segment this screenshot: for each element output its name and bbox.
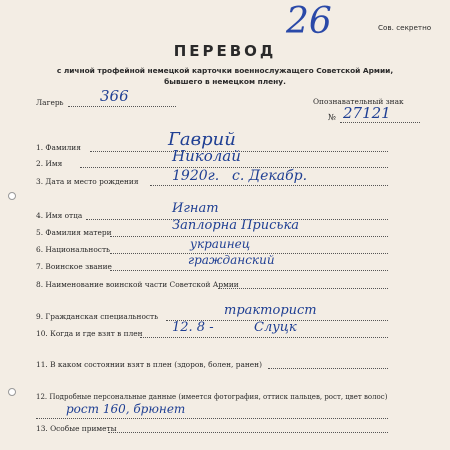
punch-hole-top	[8, 192, 16, 200]
field-9-value: тракторист	[224, 303, 317, 318]
field-2-value: Николай	[172, 147, 241, 165]
field-9-label: 9. Гражданская специальность	[36, 312, 159, 321]
sheet-number: 26	[286, 1, 332, 42]
field-12-label: 12. Подробные персональные данные (имеется фотография, оттиск пальцев, рост, цвет волос)	[36, 393, 388, 401]
document-subtitle-line2: бывшего в немецком плену.	[164, 77, 286, 86]
field-13-label: 13. Особые приметы	[36, 424, 117, 433]
secrecy-stamp: Сов. секретно	[378, 23, 432, 32]
document-subtitle-line1: с личной трофейной немецкой карточки военнослужащего Советской Армии,	[56, 66, 394, 75]
field-11-label: 11. В каком состоянии взят в плен (здоров, болен, ранен)	[36, 360, 262, 369]
field-1-value: Гаврий	[168, 129, 236, 150]
field-1-label: 1. Фамилия	[36, 143, 81, 152]
field-3-year: 1920г.	[172, 168, 220, 184]
id-badge-value: 27121	[343, 104, 391, 122]
punch-hole-bottom	[8, 388, 16, 396]
field-10-label: 10. Когда и где взят в плен	[36, 329, 143, 338]
id-badge-label: Опознавательный знак	[313, 97, 404, 106]
field-3-label: 3. Дата и место рождения	[36, 177, 139, 186]
field-4-value: Игнат	[172, 201, 219, 216]
document-title: ПЕРЕВОД	[173, 42, 277, 60]
field-3-place: с. Декабр.	[232, 168, 308, 184]
field-8-label: 8. Наименование воинской части Советской Армии	[36, 280, 239, 289]
field-12-value: рост 160, брюнет	[66, 402, 186, 416]
field-2-label: 2. Имя	[36, 159, 63, 168]
field-4-label: 4. Имя отца	[36, 211, 83, 220]
field-5-label: 5. Фамилия матери	[36, 228, 112, 237]
field-6-value: украинец	[190, 237, 251, 251]
field-10-place: Слуцк	[254, 320, 297, 335]
field-7-value: гражданский	[188, 253, 275, 267]
field-5-value: Заплорна Приська	[172, 218, 299, 233]
camp-value: 366	[100, 87, 129, 105]
id-badge-number-prefix: №	[328, 113, 337, 123]
camp-label: Лагерь	[36, 98, 64, 107]
field-6-label: 6. Национальность	[36, 245, 111, 254]
field-7-label: 7. Воинское звание	[36, 262, 112, 271]
field-10-date: 12. 8 -	[172, 320, 214, 335]
